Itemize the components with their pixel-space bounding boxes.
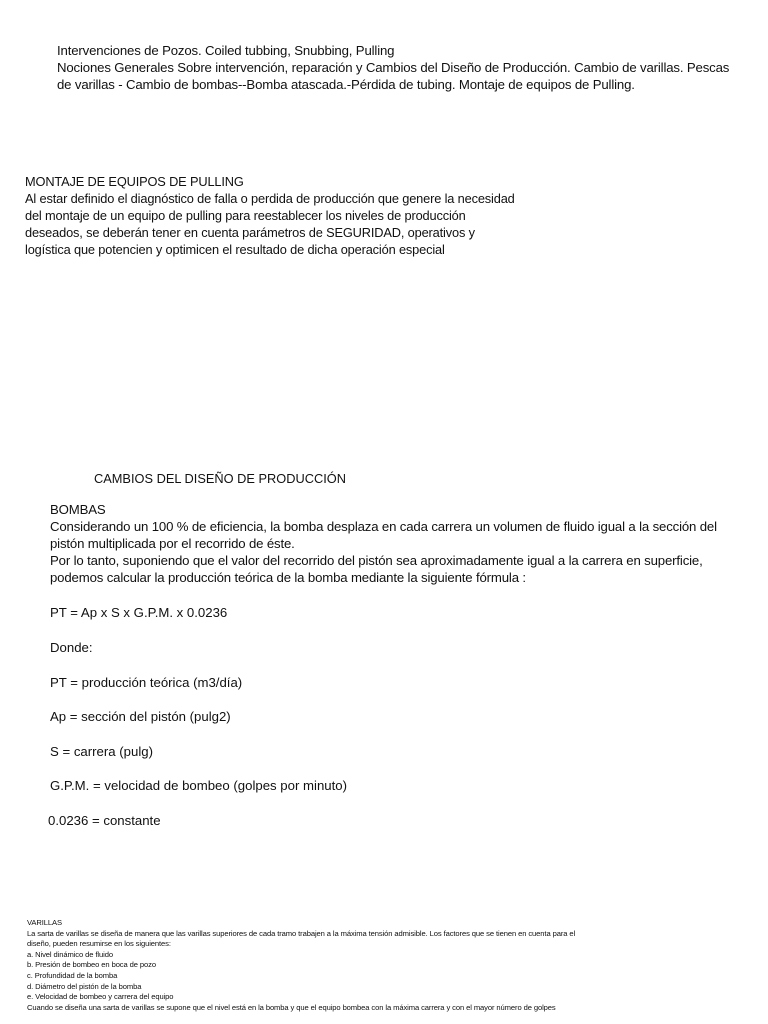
bombas-paragraph-line: pistón multiplicada por el recorrido de éste. bbox=[50, 536, 295, 551]
bombas-paragraph-line: Por lo tanto, suponiendo que el valor del recorrido del pistón sea aproximadamente igual a la carrera en superficie, bbox=[50, 553, 703, 568]
varillas-heading: VARILLAS bbox=[27, 918, 62, 927]
montaje-paragraph-line: del montaje de un equipo de pulling para reestablecer los niveles de producción bbox=[25, 208, 466, 223]
varillas-list-item: a. Nivel dinámico de fluido bbox=[27, 949, 113, 959]
varillas-list-item: b. Presión de bombeo en boca de pozo bbox=[27, 960, 156, 970]
montaje-heading: MONTAJE DE EQUIPOS DE PULLING bbox=[25, 174, 244, 189]
intro-line: Nociones Generales Sobre intervención, reparación y Cambios del Diseño de Producción. Cambio de varillas. Pescas bbox=[57, 60, 730, 75]
production-formula: PT = Ap x S x G.P.M. x 0.0236 bbox=[50, 605, 228, 620]
bombas-heading: BOMBAS bbox=[50, 502, 106, 517]
varillas-section bbox=[27, 918, 575, 1013]
montaje-paragraph-line: logística que potencien y optimicen el resultado de dicha operación especial bbox=[25, 242, 445, 257]
definition-s: S = carrera (pulg) bbox=[50, 744, 153, 759]
bombas-paragraph-line: podemos calcular la producción teórica de la bomba mediante la siguiente fórmula : bbox=[50, 570, 526, 585]
bombas-paragraph-line: Considerando un 100 % de eficiencia, la bomba desplaza en cada carrera un volumen de fluido igual a la sección del bbox=[50, 519, 717, 534]
varillas-list-item: c. Profundidad de la bomba bbox=[27, 970, 118, 980]
definition-constant: 0.0236 = constante bbox=[48, 813, 161, 828]
intro-section bbox=[57, 42, 729, 93]
definition-gpm: G.P.M. = velocidad de bombeo (golpes por minuto) bbox=[50, 778, 348, 793]
montaje-paragraph-line: Al estar definido el diagnóstico de falla o perdida de producción que genere la necesidad bbox=[25, 191, 515, 206]
varillas-paragraph-line: diseño, pueden resumirse en los siguientes: bbox=[27, 939, 171, 949]
donde-label: Donde: bbox=[50, 640, 93, 655]
intro-line: de varillas - Cambio de bombas--Bomba atascada.-Pérdida de tubing. Montaje de equipos de Pulling. bbox=[57, 77, 635, 92]
bombas-section bbox=[50, 501, 717, 586]
montaje-paragraph-line: deseados, se deberán tener en cuenta parámetros de SEGURIDAD, operativos y bbox=[25, 225, 475, 240]
varillas-paragraph-line: La sarta de varillas se diseña de manera que las varillas superiores de cada tramo trabajen a la máxima tensión admisible. Los factores que se tienen en cuenta para el bbox=[27, 928, 576, 938]
definition-ap: Ap = sección del pistón (pulg2) bbox=[50, 709, 231, 724]
montaje-section bbox=[25, 173, 515, 258]
definition-pt: PT = producción teórica (m3/día) bbox=[50, 675, 243, 690]
cambios-section-title: CAMBIOS DEL DISEÑO DE PRODUCCIÓN bbox=[94, 471, 346, 486]
varillas-list-item: d. Diámetro del pistón de la bomba bbox=[27, 981, 142, 991]
intro-title-line: Intervenciones de Pozos. Coiled tubbing, Snubbing, Pulling bbox=[57, 43, 395, 58]
varillas-list-item: e. Velocidad de bombeo y carrera del equipo bbox=[27, 992, 174, 1002]
varillas-paragraph-line: Cuando se diseña una sarta de varillas se supone que el nivel está en la bomba y que el equipo bombea con la máxima carrera y con el mayor número de golpes bbox=[27, 1002, 556, 1012]
